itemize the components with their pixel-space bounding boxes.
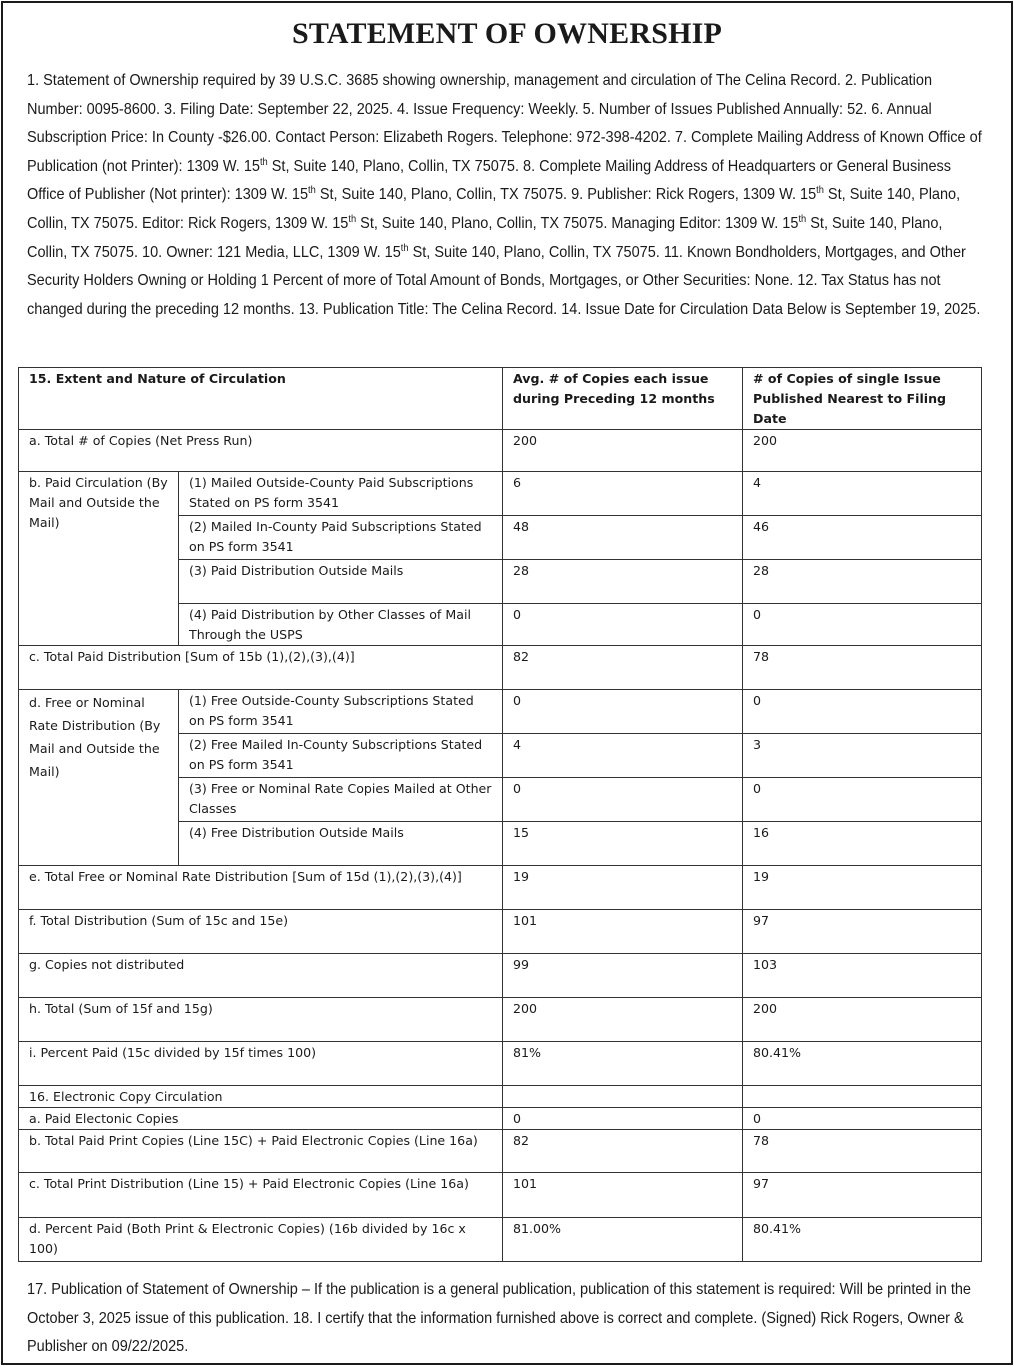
table-row: (4) Free Distribution Outside Mails 15 16 xyxy=(19,822,982,866)
table-row: (2) Free Mailed In-County Subscriptions Stated on PS form 3541 4 3 xyxy=(19,734,982,778)
table-row: b. Total Paid Print Copies (Line 15C) + Paid Electronic Copies (Line 16a) 82 78 xyxy=(19,1130,982,1173)
table-row: (4) Paid Distribution by Other Classes of Mail Through the USPS 0 0 xyxy=(19,604,982,646)
header-extent: 15. Extent and Nature of Circulation xyxy=(19,368,503,430)
statement-page xyxy=(1,1,1013,1365)
table-row: a. Total # of Copies (Net Press Run) 200 200 xyxy=(19,430,982,472)
table-row: (2) Mailed In-County Paid Subscriptions Stated on PS form 3541 48 46 xyxy=(19,516,982,560)
header-single-issue: # of Copies of single Issue Published Nearest to Filing Date xyxy=(743,368,982,430)
circulation-table xyxy=(18,367,982,1262)
table-row: c. Total Print Distribution (Line 15) + Paid Electronic Copies (Line 16a) 101 97 xyxy=(19,1173,982,1218)
table-header-row xyxy=(19,368,982,430)
table-row: (3) Paid Distribution Outside Mails 28 28 xyxy=(19,560,982,604)
table-row xyxy=(19,1086,982,1108)
intro-paragraph: 1. Statement of Ownership required by 39 U.S.C. 3685 showing ownership, management and circulation of The Celina Record. 2. Publication Number: 0095-8600. 3. Filing Date: September 22, 2025. 4. Issue Frequency: Weekly. 5. Number of Issues Published Annually: 52. 6. Annual Subscription Price: In County -$26.00. Contact Person: Elizabeth Rogers. Telephone: 972-398-4202. 7. Complete Mailing Address of Known Office of Publication (not Printer): 1309 W. 15th St, Suite 140, Plano, Collin, TX 75075. 8. Complete Mailing Address of Headquarters or General Business Office of Publisher (Not printer): 1309 W. 15th St, Suite 140, Plano, Collin, TX 75075. 9. Publisher: Rick Rogers, 1309 W. 15th St, Suite 140, Plano, Collin, TX 75075. Editor: Rick Rogers, 1309 W. 15th St, Suite 140, Plano, Collin, TX 75075. Managing Editor: 1309 W. 15th St, Suite 140, Plano, Collin, TX 75075. 10. Owner: 121 Media, LLC, 1309 W. 15th St, Suite 140, Plano, Collin, TX 75075. 11. Known Bondholders, Mortgages, and Other Security Holders Owning or Holding 1 Percent of more of Total Amount of Bonds, Mortgages, or Other Securities: None. 12. Tax Status has not changed during the preceding 12 months. 13. Publication Title: The Celina Record. 14. Issue Date for Circulation Data Below is September 19, 2025. xyxy=(27,72,982,318)
table-row: b. Paid Circulation (By Mail and Outside the Mail) (1) Mailed Outside-County Paid Subscriptions Stated on PS form 3541 6 4 xyxy=(19,472,982,516)
table-row: c. Total Paid Distribution [Sum of 15b (1),(2),(3),(4)] 82 78 xyxy=(19,646,982,690)
table-row: d. Free or Nominal Rate Distribution (By Mail and Outside the Mail) (1) Free Outside-County Subscriptions Stated on PS form 3541 0 0 xyxy=(19,690,982,734)
table-row: f. Total Distribution (Sum of 15c and 15e) 101 97 xyxy=(19,910,982,954)
table-row: a. Paid Electonic Copies 0 0 xyxy=(19,1108,982,1130)
header-avg-copies: Avg. # of Copies each issue during Preceding 12 months xyxy=(503,368,743,430)
table-row: e. Total Free or Nominal Rate Distribution [Sum of 15d (1),(2),(3),(4)] 19 19 xyxy=(19,866,982,910)
page-title: STATEMENT OF OWNERSHIP xyxy=(291,17,723,50)
table-row: i. Percent Paid (15c divided by 15f times 100) 81% 80.41% xyxy=(19,1042,982,1086)
free-distribution-label: d. Free or Nominal Rate Distribution (By Mail and Outside the Mail) xyxy=(19,690,179,866)
footer-paragraph: 17. Publication of Statement of Ownership – If the publication is a general publication, publication of this statement is required: Will be printed in the October 3, 2025 issue of this publication. 18. I certify that the information furnished above is correct and complete. (Signed) Rick Rogers, Owner & Publisher on 09/22/2025. xyxy=(27,1281,971,1356)
table-row: g. Copies not distributed 99 103 xyxy=(19,954,982,998)
paid-circulation-label: b. Paid Circulation (By Mail and Outside the Mail) xyxy=(19,472,179,646)
table-row: h. Total (Sum of 15f and 15g) 200 200 xyxy=(19,998,982,1042)
table-row: d. Percent Paid (Both Print & Electronic Copies) (16b divided by 16c x 100) 81.00% 80.41% xyxy=(19,1218,982,1262)
table-row: (3) Free or Nominal Rate Copies Mailed at Other Classes 0 0 xyxy=(19,778,982,822)
electronic-header: 16. Electronic Copy Circulation xyxy=(19,1086,503,1108)
